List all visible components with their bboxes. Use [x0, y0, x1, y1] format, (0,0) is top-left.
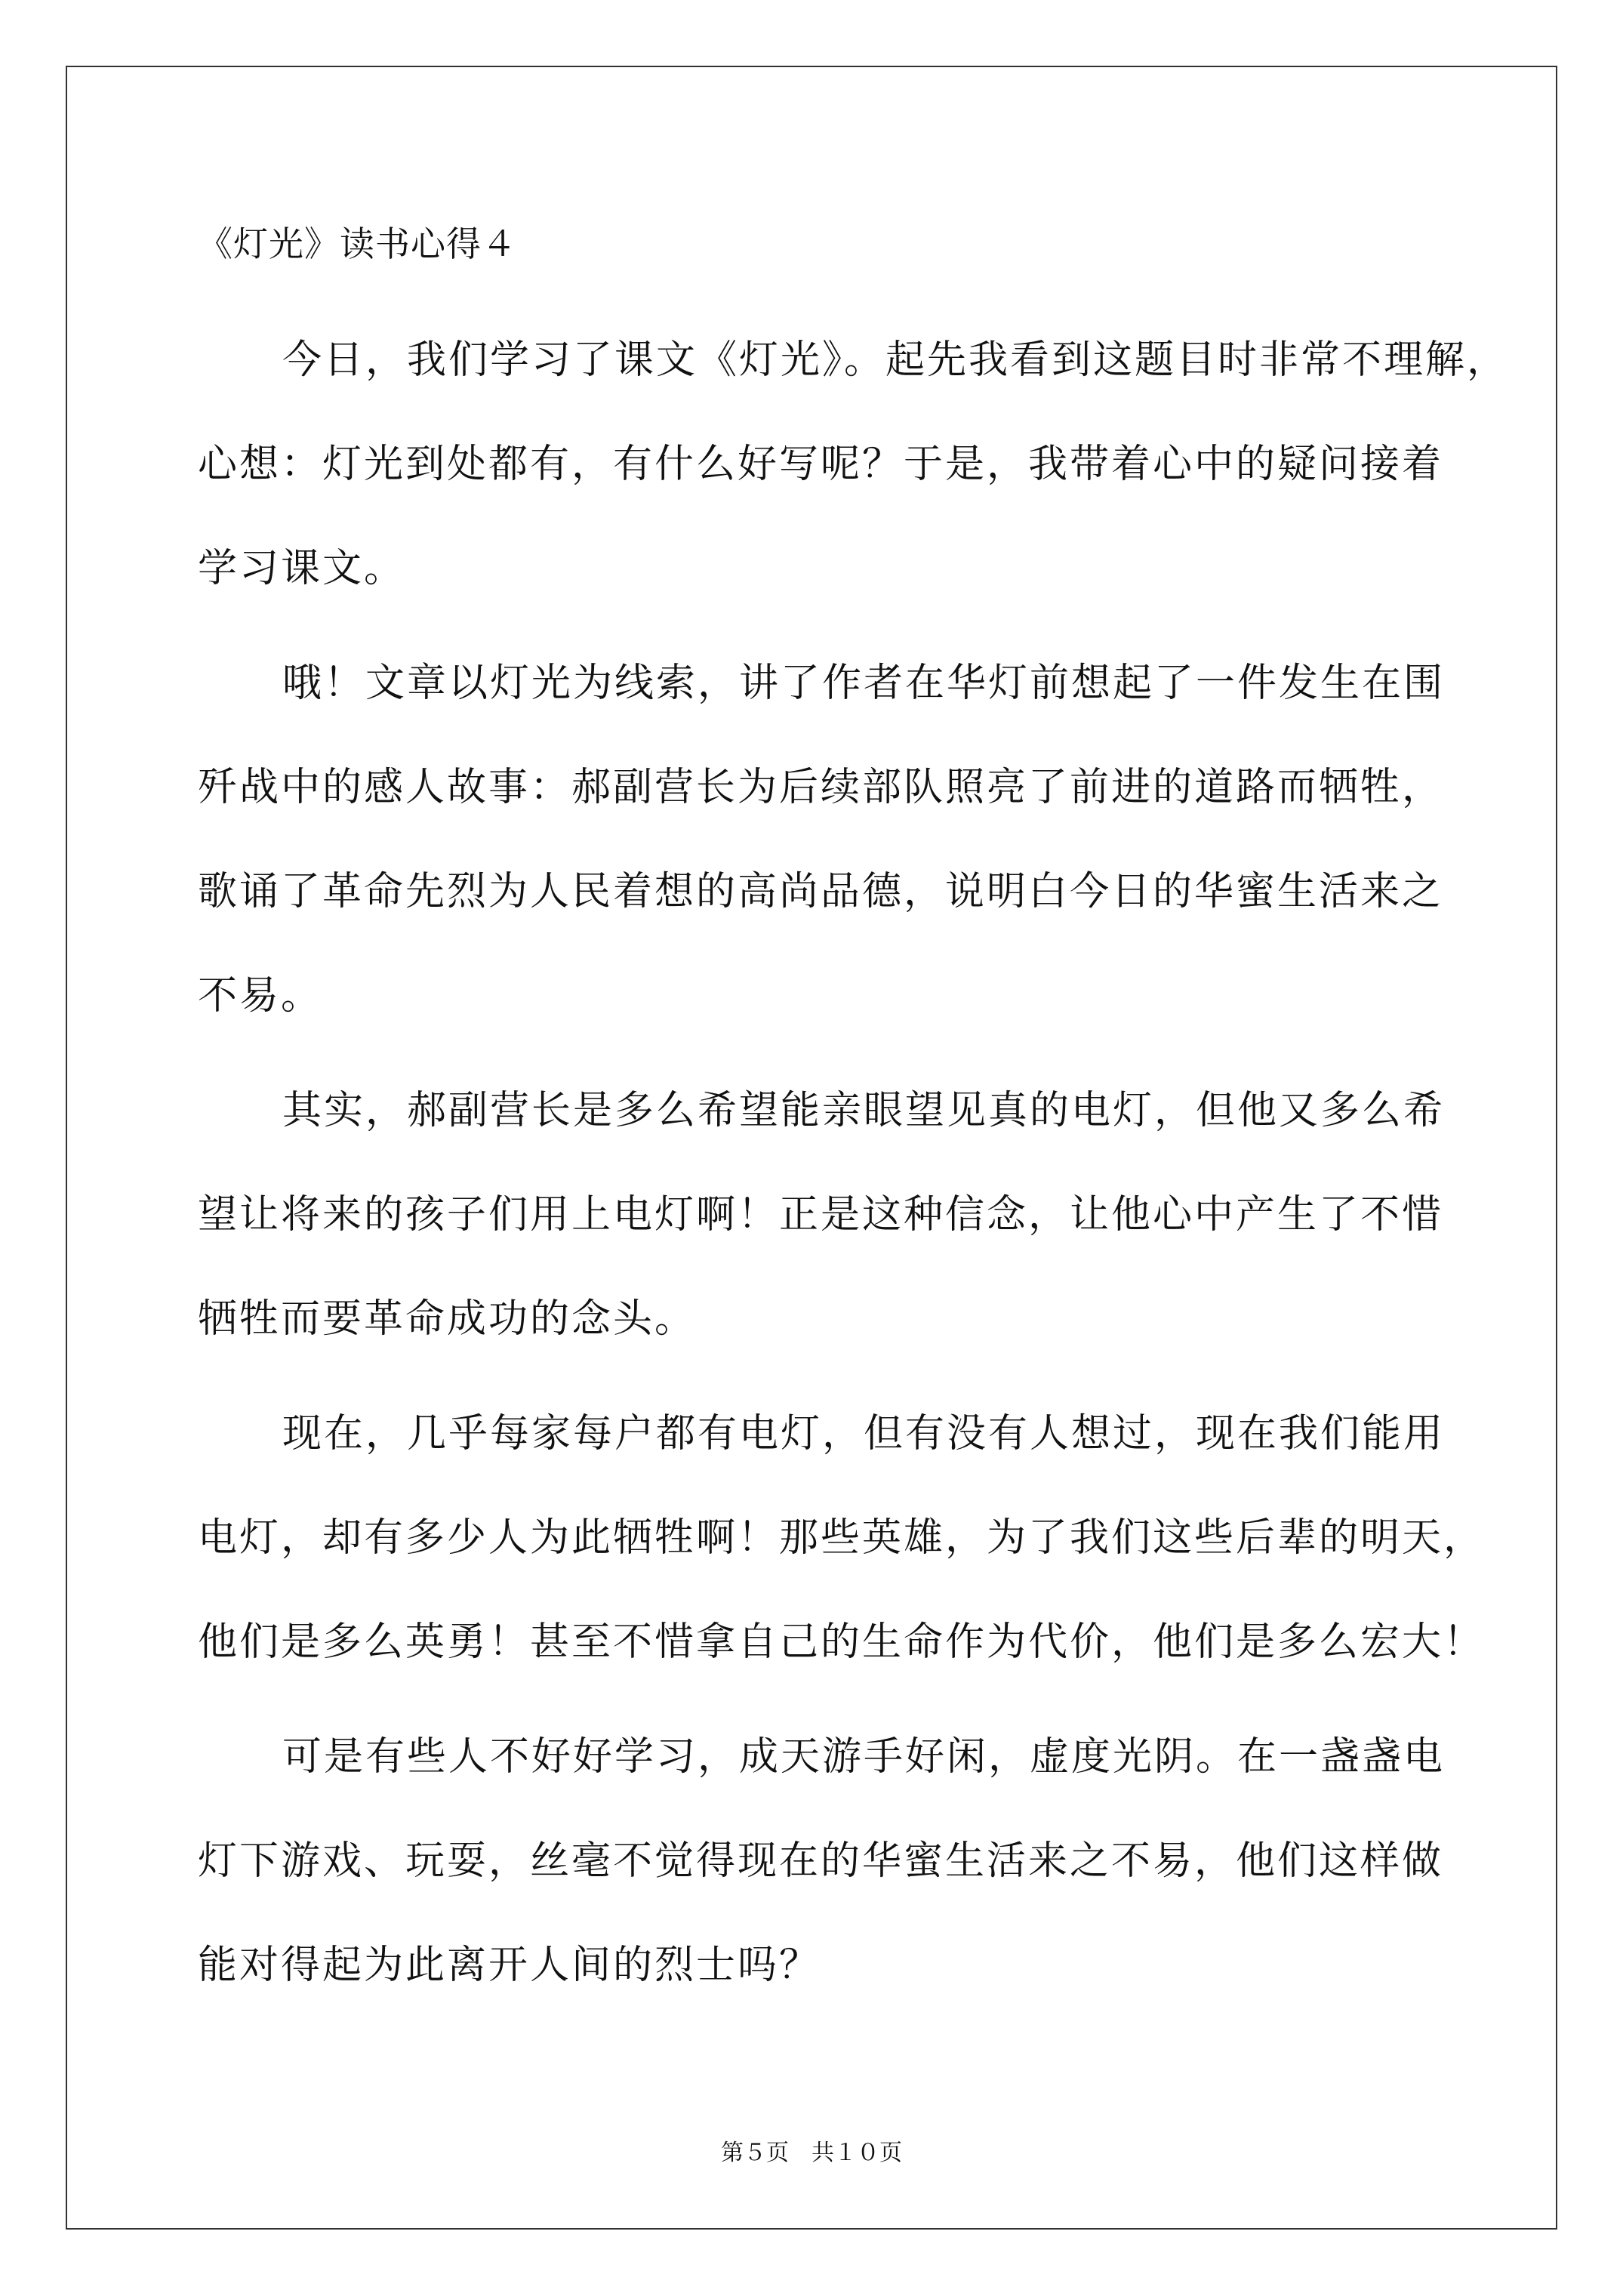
paragraph-line: 可是有些人不好好学习，成天游手好闲，虚度光阴。在一盏盏电 — [282, 1734, 1446, 1780]
paragraph-line: 牺牲而要革命成功的念头。 — [198, 1296, 697, 1342]
paragraph-line: 灯下游戏、玩耍，丝毫不觉得现在的华蜜生活来之不易，他们这样做 — [198, 1838, 1444, 1884]
page-number-footer: 第５页 共１０页 — [721, 2140, 902, 2166]
paragraph-line: 他们是多么英勇！甚至不惜拿自己的生命作为代价，他们是多么宏大！ — [198, 1620, 1486, 1665]
paragraph-line: 歌诵了革命先烈为人民着想的高尚品德，说明白今日的华蜜生活来之 — [198, 869, 1444, 914]
paragraph-line: 能对得起为此离开人间的烈士吗？ — [198, 1943, 821, 1988]
paragraph-line: 哦！文章以灯光为线索，讲了作者在华灯前想起了一件发生在围 — [282, 661, 1446, 706]
paragraph-line: 歼战中的感人故事：郝副营长为后续部队照亮了前进的道路而牺牲， — [198, 765, 1444, 810]
paragraph-line: 不易。 — [198, 973, 323, 1019]
paragraph-line: 其实，郝副营长是多么希望能亲眼望见真的电灯，但他又多么希 — [282, 1088, 1446, 1133]
document-title: 《灯光》读书心得４ — [198, 223, 517, 264]
page-border — [66, 66, 1557, 2230]
paragraph-line: 心想：灯光到处都有，有什么好写呢？于是，我带着心中的疑问接着 — [198, 442, 1444, 487]
paragraph-line: 现在，几乎每家每户都有电灯，但有没有人想过，现在我们能用 — [282, 1411, 1446, 1456]
paragraph-line: 学习课文。 — [198, 546, 406, 591]
paragraph-line: 电灯，却有多少人为此牺牲啊！那些英雄，为了我们这些后辈的明天， — [198, 1515, 1486, 1561]
paragraph-line: 今日，我们学习了课文《灯光》。起先我看到这题目时非常不理解， — [282, 337, 1509, 383]
paragraph-line: 望让将来的孩子们用上电灯啊！正是这种信念，让他心中产生了不惜 — [198, 1192, 1444, 1237]
